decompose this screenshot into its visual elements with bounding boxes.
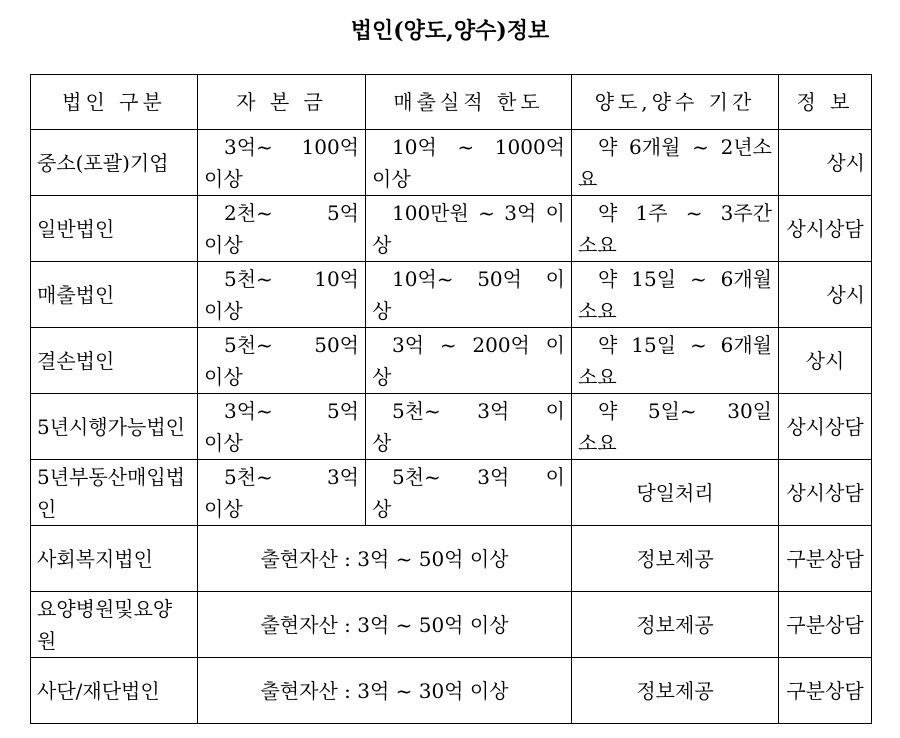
header-sales-limit: 매출실적 한도 (366, 75, 572, 130)
row-capital-merged: 출현자산 : 3억 ~ 30억 이상 (198, 658, 572, 724)
row-period: 약 6개월 ~ 2년소 요 (572, 130, 779, 196)
table-row (31, 262, 872, 328)
row-capital: 2천~ 5억 이상 (198, 196, 366, 262)
row-period: 정보제공 (572, 658, 779, 724)
row-info: 상시상담 (779, 196, 872, 262)
row-capital: 5천~ 3억 이상 (198, 460, 366, 526)
header-category: 법인 구분 (31, 75, 198, 130)
header-transfer-period: 양도,양수 기간 (572, 75, 779, 130)
row-period: 약 15일 ~ 6개월 소요 (572, 262, 779, 328)
row-period: 약 15일 ~ 6개월 소요 (572, 328, 779, 394)
row-name: 5년시행가능법인 (31, 394, 198, 460)
row-info: 상시상담 (779, 460, 872, 526)
row-name: 중소(포괄)기업 (31, 130, 198, 196)
row-period: 정보제공 (572, 592, 779, 658)
row-name: 매출법인 (31, 262, 198, 328)
row-name: 사회복지법인 (31, 526, 198, 592)
row-sales: 5천~ 3억 이 상 (366, 460, 572, 526)
row-info: 상시 (779, 262, 872, 328)
table-row (31, 658, 872, 724)
row-sales: 10억 ~ 1000억 이상 (366, 130, 572, 196)
row-capital-merged: 출현자산 : 3억 ~ 50억 이상 (198, 592, 572, 658)
row-name: 결손법인 (31, 328, 198, 394)
row-name: 5년부동산매입법인 (31, 460, 198, 526)
row-name: 요양병원및요양원 (31, 592, 198, 658)
row-capital: 3억~ 100억 이상 (198, 130, 366, 196)
row-info: 구분상담 (779, 526, 872, 592)
row-info: 구분상담 (779, 592, 872, 658)
row-info: 상시 (779, 328, 872, 394)
row-period: 정보제공 (572, 526, 779, 592)
row-period: 약 1주 ~ 3주간 소요 (572, 196, 779, 262)
row-name: 일반법인 (31, 196, 198, 262)
row-info: 구분상담 (779, 658, 872, 724)
header-info: 정 보 (779, 75, 872, 130)
header-capital: 자 본 금 (198, 75, 366, 130)
row-info: 상시상담 (779, 394, 872, 460)
table-row (31, 526, 872, 592)
row-capital: 5천~ 10억 이상 (198, 262, 366, 328)
row-info: 상시 (779, 130, 872, 196)
row-period: 약 5일~ 30일 소요 (572, 394, 779, 460)
table-row (31, 130, 872, 196)
row-sales: 5천~ 3억 이 상 (366, 394, 572, 460)
row-sales: 10억~ 50억 이 상 (366, 262, 572, 328)
row-sales: 3억 ~ 200억 이 상 (366, 328, 572, 394)
table-row (31, 394, 872, 460)
row-capital-merged: 출현자산 : 3억 ~ 50억 이상 (198, 526, 572, 592)
row-capital: 3억~ 5억 이상 (198, 394, 366, 460)
row-name: 사단/재단법인 (31, 658, 198, 724)
corporation-info-table (30, 74, 872, 724)
table-row (31, 328, 872, 394)
row-sales: 100만원 ~ 3억 이 상 (366, 196, 572, 262)
table-row (31, 196, 872, 262)
row-capital: 5천~ 50억 이상 (198, 328, 366, 394)
table-row (31, 592, 872, 658)
row-period: 당일처리 (572, 460, 779, 526)
table-row (31, 460, 872, 526)
page-title: 법인(양도,양수)정보 (350, 18, 550, 44)
table-header-row (31, 75, 872, 130)
